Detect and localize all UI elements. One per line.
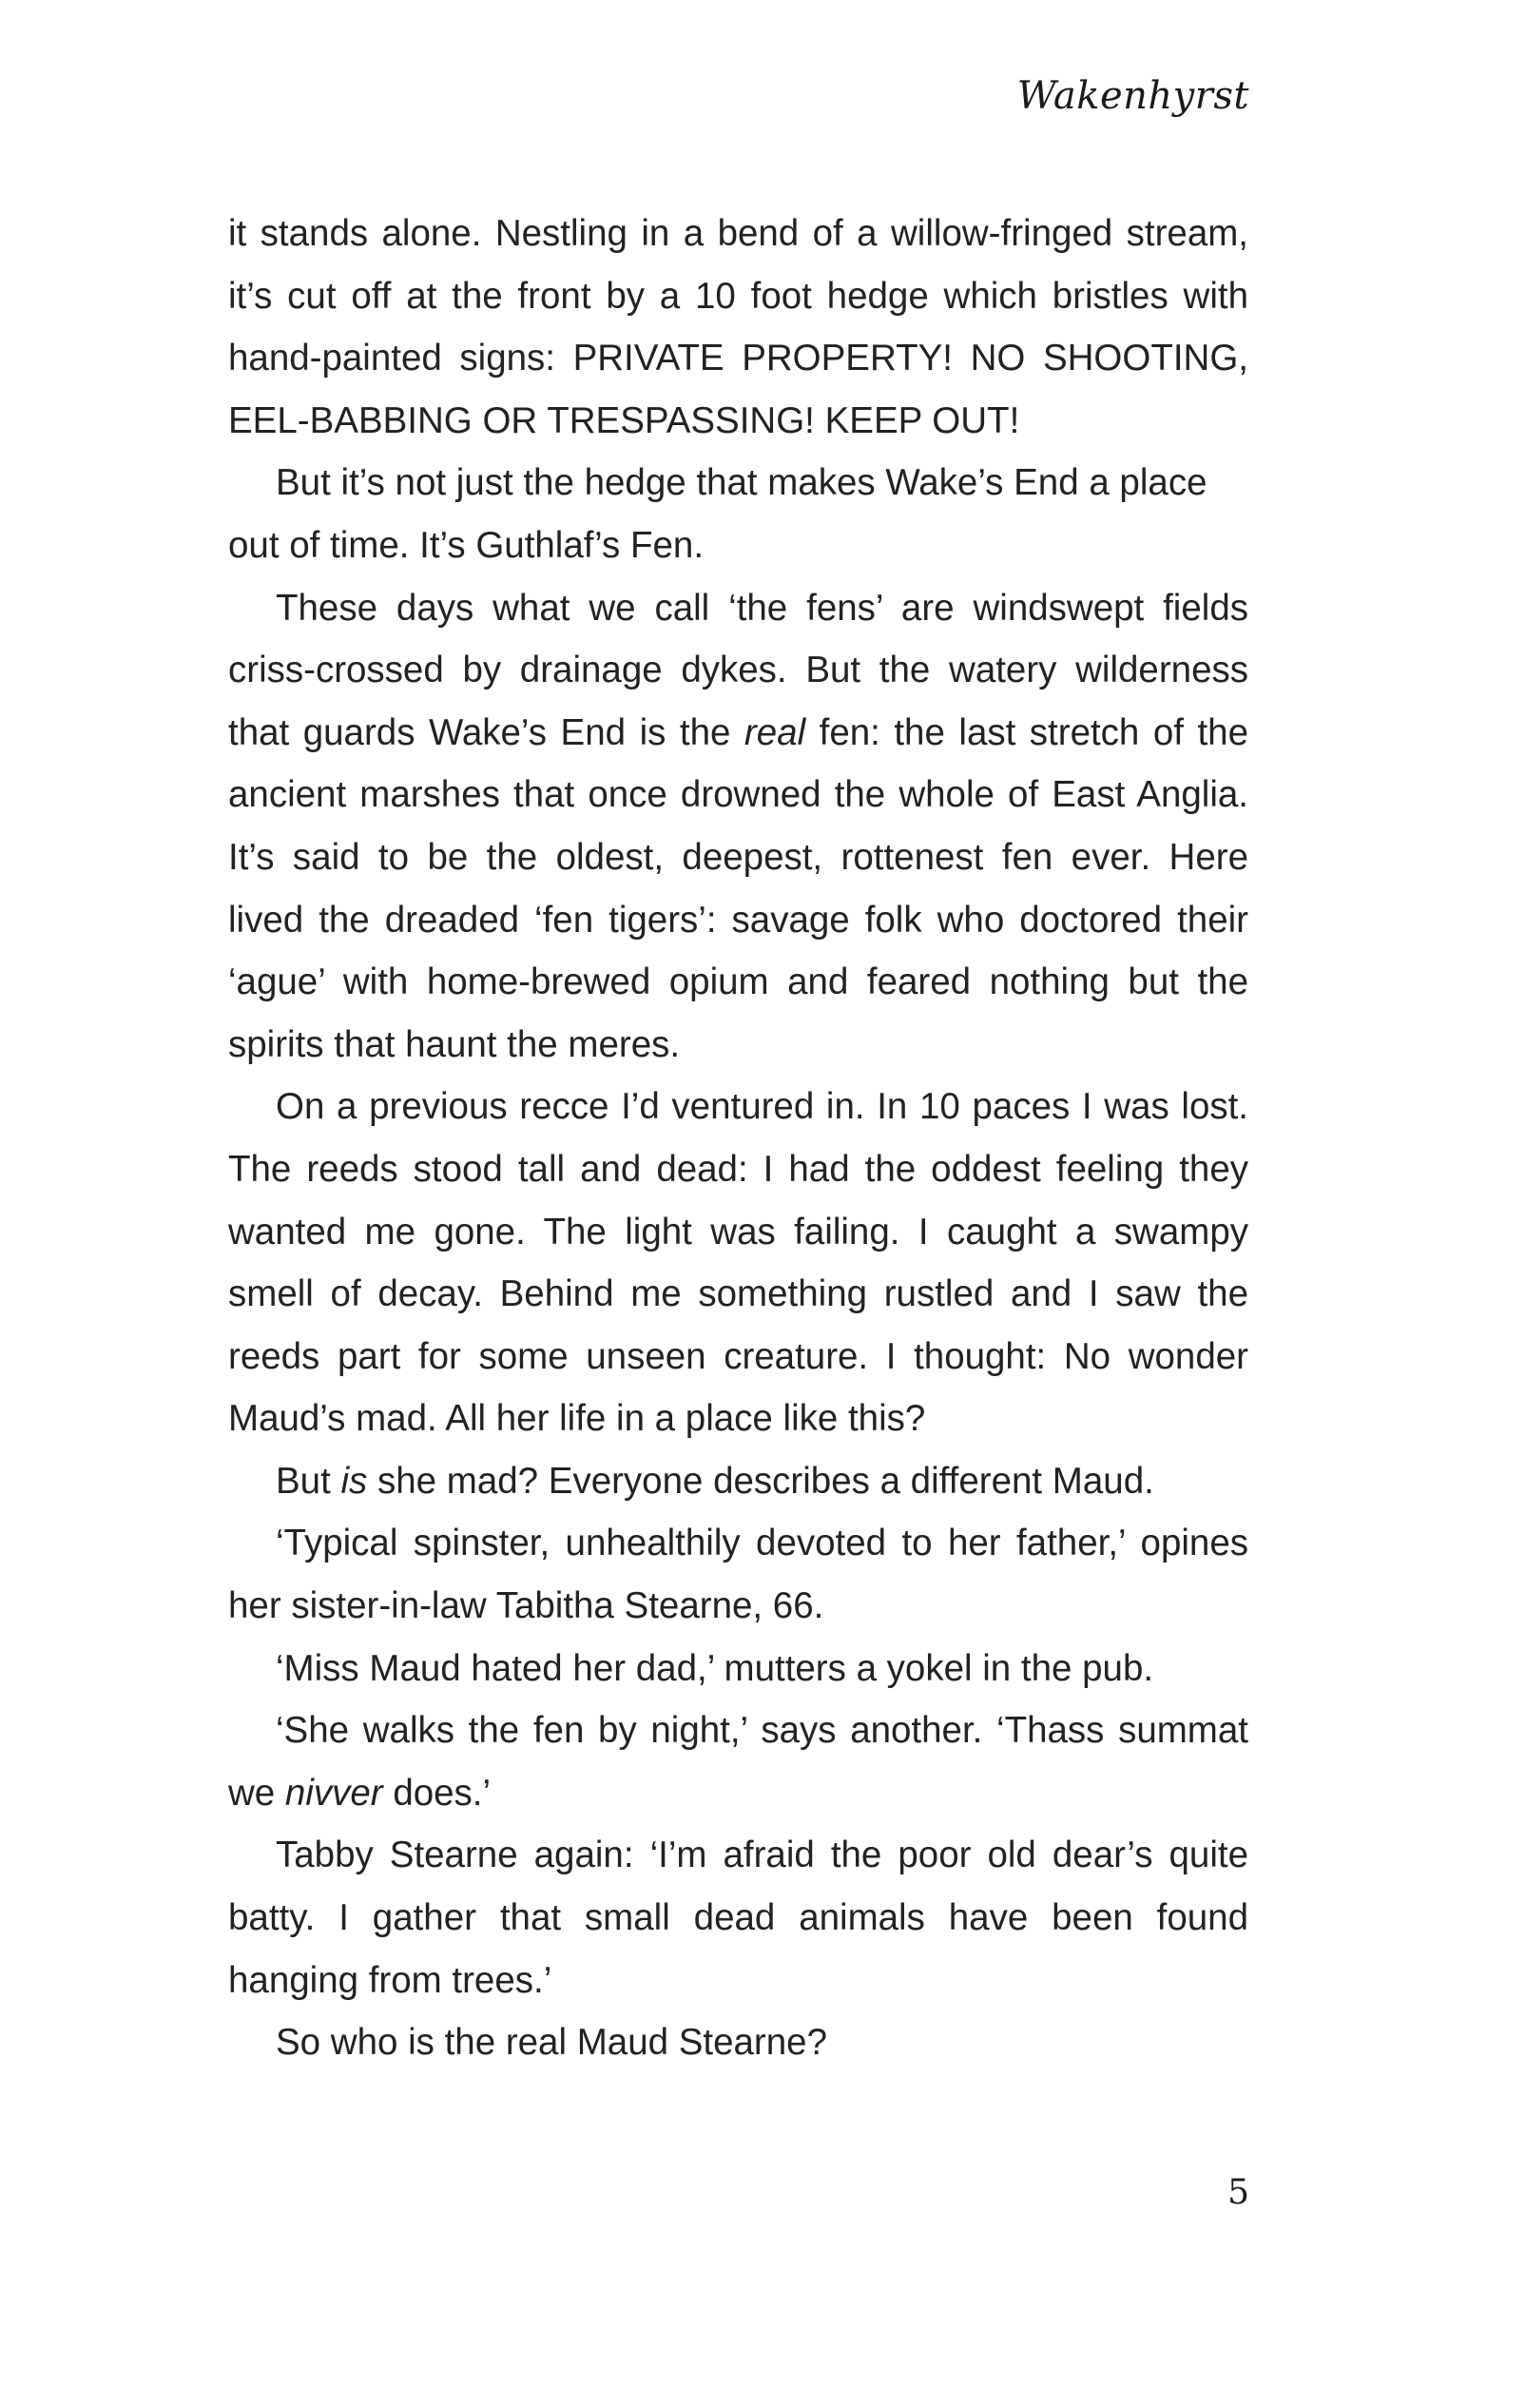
page-number: 5 bbox=[1227, 2173, 1249, 2212]
paragraph-3-text-a: These days what we call ‘the fens’ are windswept fields criss-crossed by drainage dykes. But the watery wilderness that guards Wake’s End is the bbox=[228, 587, 1248, 753]
paragraph-9: Tabby Stearne again: ‘I’m afraid the poor old dear’s quite batty. I gather that small dead animals have been found hanging from trees.’ bbox=[228, 1835, 1248, 2001]
paragraph-5-text-a: But bbox=[276, 1460, 341, 1502]
paragraph-8-emphasis: nivver bbox=[284, 1772, 383, 1814]
body-text bbox=[228, 203, 1248, 2074]
paragraph-4: On a previous recce I’d ventured in. In 10 paces I was lost. The reeds stood tall and dead: I had the oddest feeling they wanted me gone. The light was failing. I caught a swampy smell of decay. Behind me something rustled and I saw the reeds part for some unseen creature. I thought: No wonder Maud’s mad. All her life in a place like this? bbox=[228, 1086, 1248, 1440]
paragraph-7: ‘Miss Maud hated her dad,’ mutters a yokel in the pub. bbox=[276, 1647, 1154, 1689]
paragraph-8 bbox=[228, 1699, 1248, 1824]
paragraph-5 bbox=[228, 1450, 1248, 1513]
paragraph-5-text-b: she mad? Everyone describes a different Maud. bbox=[367, 1460, 1154, 1502]
paragraph-10: So who is the real Maud Stearne? bbox=[276, 2022, 827, 2064]
paragraph-3-text-b: fen: the last stretch of the ancient marshes that once drowned the whole of East Anglia. It’s said to be the oldest, deepest, rottenest fen ever. Here lived the dreaded ‘fen tigers’: savage folk who doctored their ‘ague’ with home-brewed opium and feared nothing but the spirits that haunt the meres. bbox=[228, 711, 1248, 1065]
paragraph-3 bbox=[228, 577, 1248, 1077]
paragraph-8-text-b: does.’ bbox=[382, 1772, 492, 1814]
paragraph-8-text-a: ‘She walks the fen by night,’ says another. ‘Thass summat we bbox=[228, 1710, 1248, 1814]
paragraph-1: it stands alone. Nestling in a bend of a willow-fringed stream, it’s cut off at the front by a 10 foot hedge which bristles with hand-painted signs: PRIVATE PROPERTY! NO SHOOTING, EEL-BABBING OR TRESPASSING! KEEP OUT! bbox=[228, 213, 1248, 441]
paragraph-3-emphasis: real bbox=[744, 711, 806, 753]
running-head-title: Wakenhyrst bbox=[1016, 74, 1249, 118]
paragraph-5-emphasis: is bbox=[340, 1460, 368, 1502]
paragraph-2: But it’s not just the hedge that makes Wake’s End a place out of time. It’s Guthlaf’s Fen. bbox=[228, 462, 1207, 566]
paragraph-6: ‘Typical spinster, unhealthily devoted to her father,’ opines her sister-in-law Tabitha Stearne, 66. bbox=[228, 1523, 1248, 1627]
